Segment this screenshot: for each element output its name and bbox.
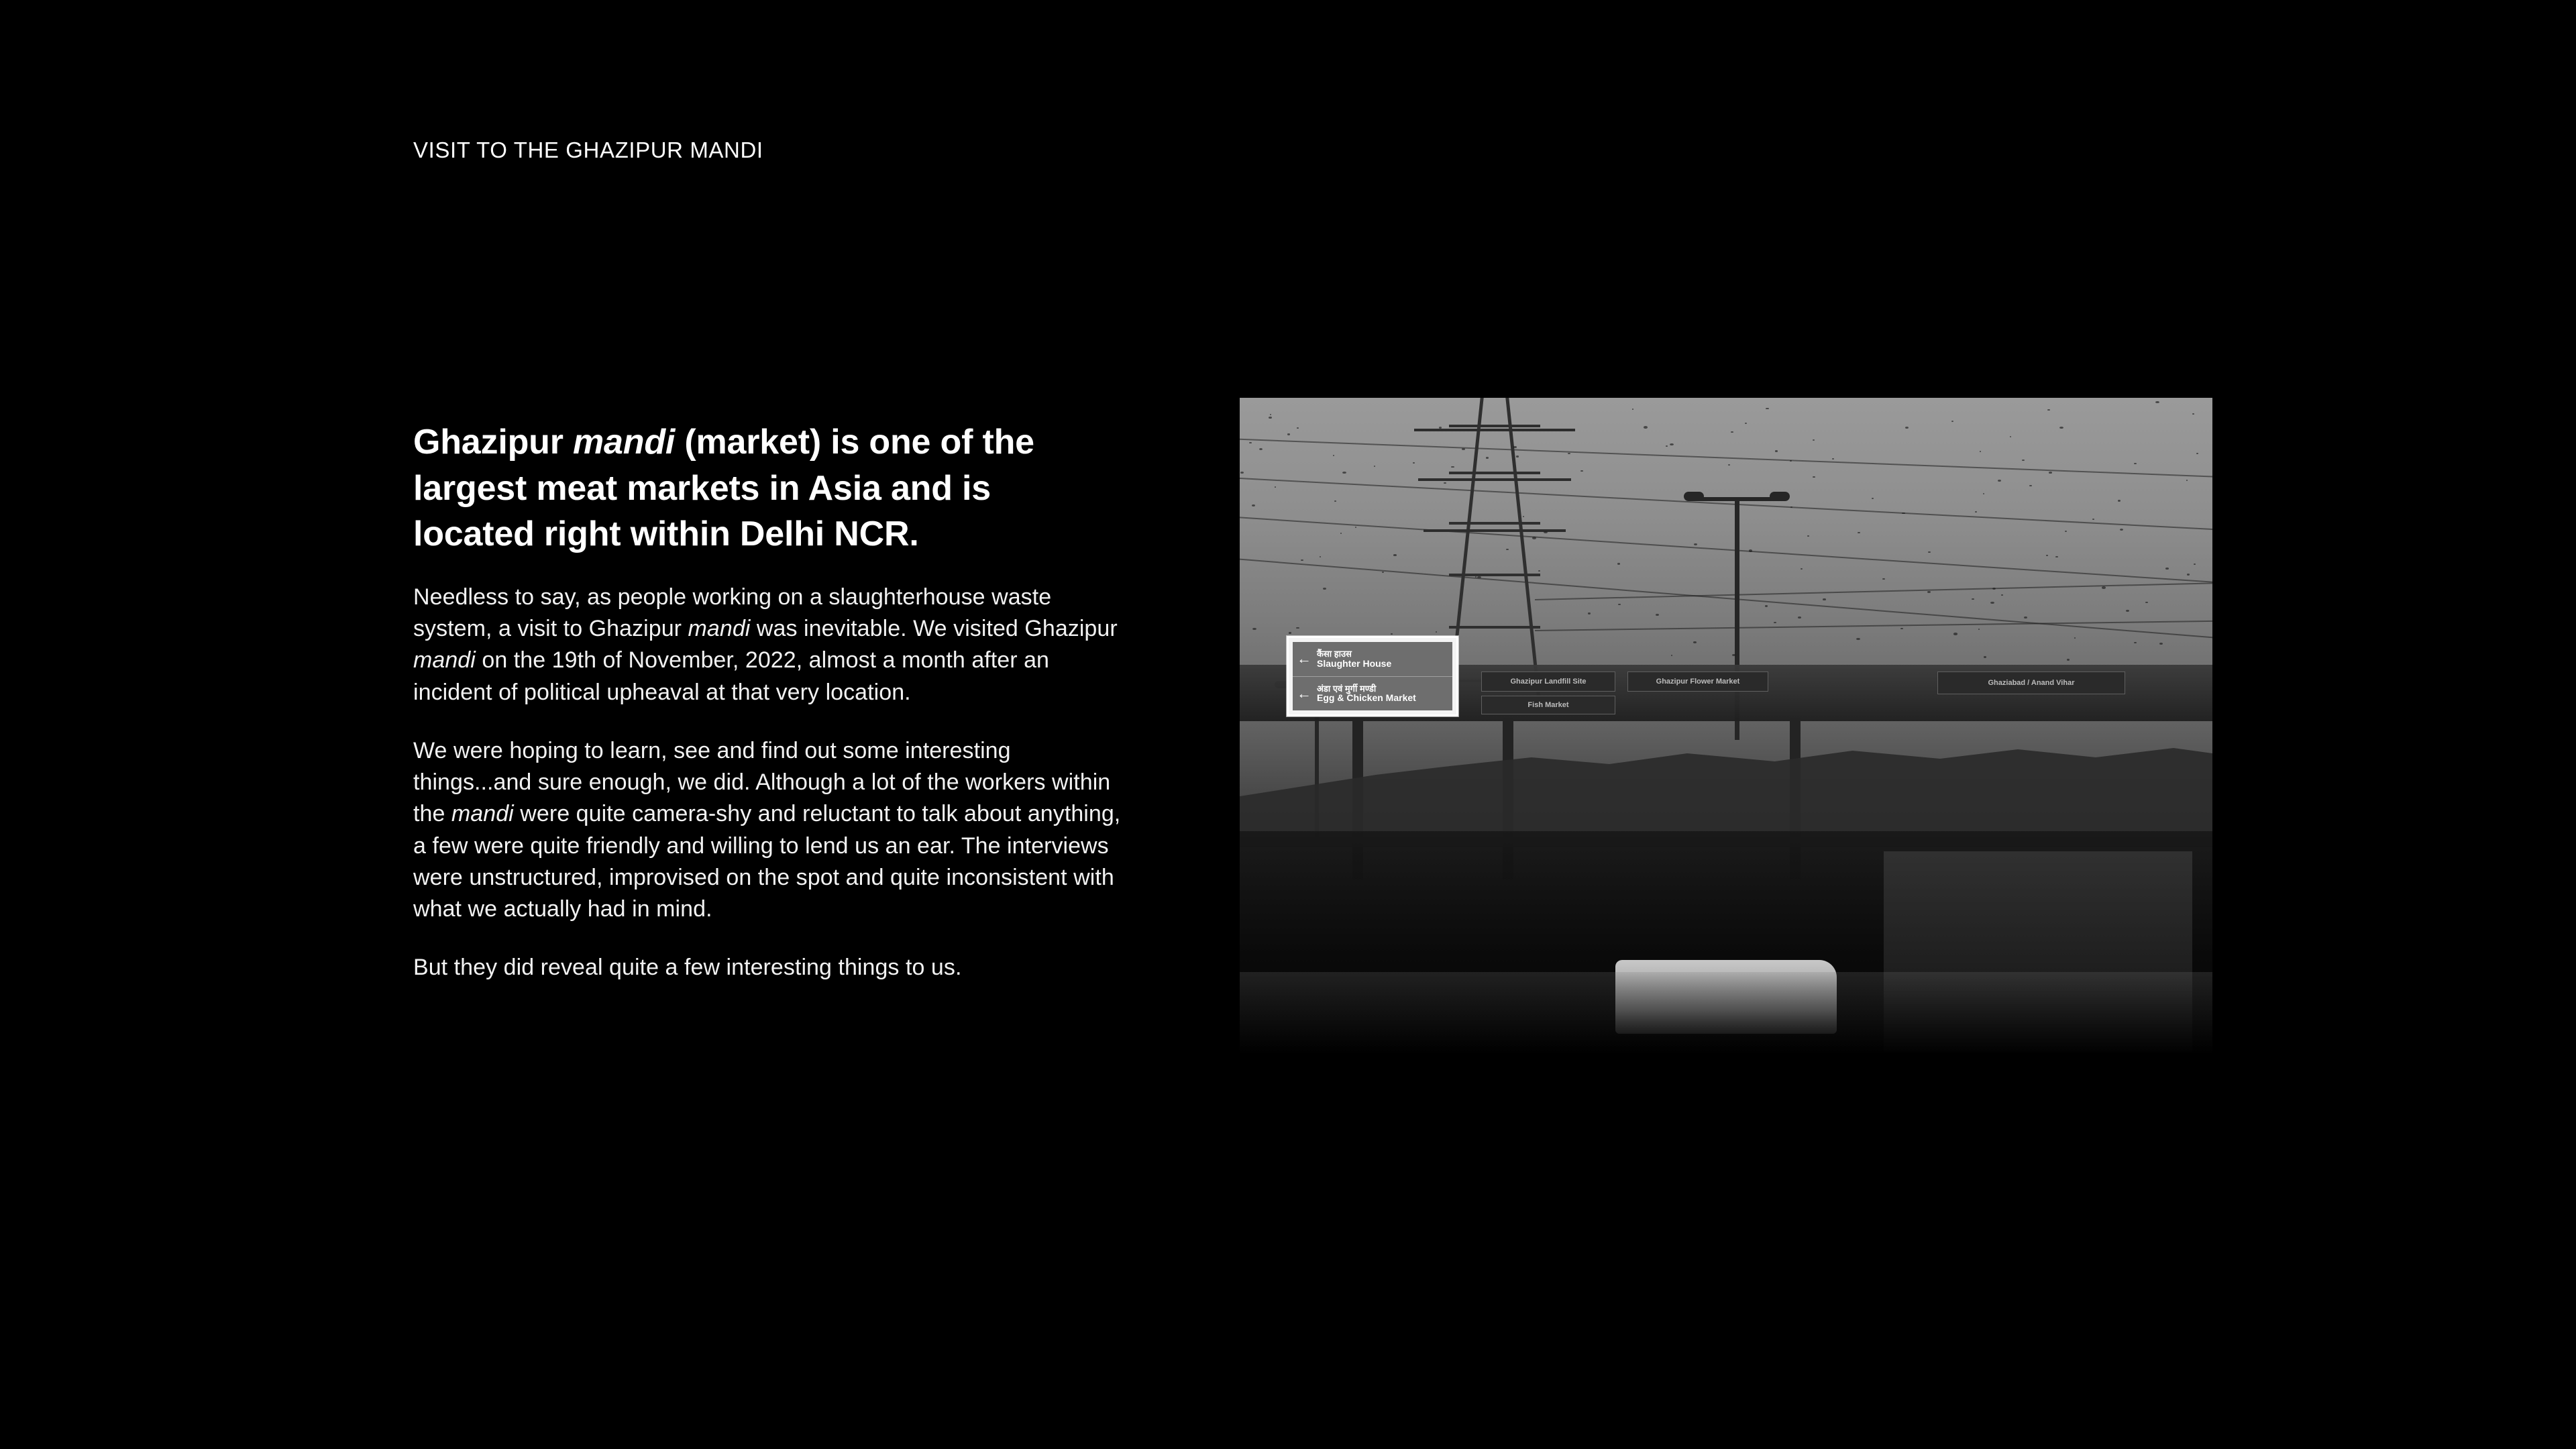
sign-english-label: Slaughter House [1317,657,1392,669]
bird [1807,535,1810,537]
bird [2047,409,2050,411]
bird [2145,602,2148,603]
bird [2194,564,2196,565]
bird [1301,559,1303,561]
bird [1269,417,1272,419]
bird [1978,629,1980,630]
bird [2120,529,2124,531]
bird [1872,498,1874,499]
bird [1856,638,1860,640]
bird [1568,453,1570,454]
bird [1617,563,1621,565]
bird [2134,642,2137,644]
sign-row [1293,677,1452,711]
bird [1644,426,1648,429]
bird [1731,431,1733,433]
bird [1320,556,1321,557]
bird [1259,448,1263,450]
gantry-sign: Ghazipur Landfill Site [1481,672,1615,692]
photo-frame [1240,398,2212,1053]
bird [1766,408,1769,410]
gantry-sign: Ghaziabad / Anand Vihar [1937,672,2125,694]
bird [1953,633,1957,635]
bird [1984,656,1986,658]
bird [1382,572,1384,573]
bird [2029,485,2031,486]
bird [1289,632,1291,633]
bird [1900,628,1902,629]
bird [1252,504,1255,506]
bird [2022,460,2025,462]
body-paragraph: We were hoping to learn, see and find out some interesting things...and sure enough, we did. Although a lot of the workers within the mandi were quite camera-shy and reluctant to talk about anything, a few were quite friendly and willing to lend us an ear. The interviews were unstructured, improvised on the spot and quite inconsistent with what we actually had in mind. [413,737,1121,922]
bird [1334,500,1336,502]
bird [2010,436,2011,437]
bird [1333,455,1334,456]
crowd [1240,972,2212,1053]
bird [1823,598,1825,600]
bird [1728,464,1730,466]
bird [2046,555,2048,556]
gantry-sign: Fish Market [1481,696,1615,714]
bird [1813,439,1815,441]
italic-term: mandi [688,616,751,642]
bird [1670,443,1673,445]
bird [1666,445,1668,447]
bird [1813,476,1815,478]
page-title: VISIT TO THE GHAZIPUR MANDI [413,138,763,162]
bird [1671,655,1672,656]
bird [2102,586,2106,589]
bird [1983,493,1984,494]
bird [1832,458,1834,460]
bird [1249,442,1251,443]
bird [1801,568,1803,570]
bird [2196,453,2198,454]
article-text-column [413,419,1121,984]
street-lamp-head [1684,492,1704,501]
gantry-sign: Ghazipur Flower Market [1627,672,1768,692]
headline: Ghazipur mandi (market) is one of the largest meat markets in Asia and is located right within Delhi NCR. [413,423,1034,554]
bird [1252,628,1256,630]
bird [1393,554,1396,556]
photograph [1240,398,2212,1053]
left-arrow-icon: ← [1297,650,1311,667]
bird [2165,568,2169,570]
bird [1275,486,1277,488]
power-wire [1240,477,2212,531]
bird [1975,511,1977,513]
bird [1765,605,1768,606]
foreground-mass [1240,831,2212,1053]
bird [2055,556,2058,558]
bird [1774,622,1776,623]
bird [1618,604,1621,605]
bird [2159,643,2163,645]
bird [1374,466,1375,467]
bird [1694,543,1698,545]
body-paragraphs [413,582,1121,984]
street-lamp-head [1770,492,1790,501]
power-wire [1240,516,2212,584]
bird [2074,637,2076,639]
bird [2134,463,2137,464]
bird [2001,594,2004,596]
bird [2118,500,2121,502]
bird [2186,480,2188,481]
bird [1413,462,1415,464]
bird [1798,616,1801,619]
bird [1928,551,1931,553]
bird [1323,588,1326,590]
power-wire [1240,438,2212,478]
bird [1858,532,1860,533]
bird [1775,450,1778,451]
bird [2187,574,2190,575]
italic-term: mandi [451,801,514,827]
body-paragraph: But they did reveal quite a few interesting things to us. [413,955,962,981]
hill-silhouette [1240,713,2212,847]
headline-italic-term: mandi [573,423,676,462]
body-paragraph: Needless to say, as people working on a slaughterhouse waste system, a visit to Ghazipur mandi was inevitable. We visited Ghazipur mandi on the 19th of November, 2022, almost a month after an incident of political upheaval at that very location. [413,584,1118,705]
bird [1287,433,1291,435]
italic-term: mandi [413,647,476,674]
bird [1342,472,1346,474]
bird [1296,627,1299,629]
bird [2192,413,2195,415]
bird [2049,472,2051,474]
bird [2067,659,2070,661]
sign-row [1293,642,1452,677]
bird [1882,578,1885,580]
bird [1632,409,1634,410]
left-arrow-icon: ← [1297,684,1311,702]
bird [1927,591,1931,593]
sign-english-label: Egg & Chicken Market [1317,692,1416,704]
highlighted-signboard [1287,636,1458,716]
sign-hindi-label: अंडा एवं मुर्गी मण्डी [1317,683,1377,694]
bird [2065,531,2067,532]
bird [1588,612,1591,614]
bird [2092,519,2094,520]
bird [1972,598,1974,600]
bird [1980,451,1981,452]
bird [1270,414,1271,415]
bird [1391,633,1393,635]
sign-hindi-label: कैंसा हाउस [1317,649,1352,659]
bird [1998,480,2001,482]
bird [1340,533,1342,534]
bird [1580,470,1583,472]
bird [1297,427,1299,429]
bird [1436,631,1437,633]
bird [1951,421,1953,422]
bird [1656,614,1659,616]
bird [1745,423,1747,424]
bird [1240,472,1244,474]
bird [1990,602,1994,604]
bird [1693,641,1697,643]
bird [1355,527,1356,528]
bird [2059,427,2063,429]
bird [2024,616,2027,619]
bird [2155,401,2159,403]
bird [2126,610,2129,612]
bird [1905,427,1909,429]
